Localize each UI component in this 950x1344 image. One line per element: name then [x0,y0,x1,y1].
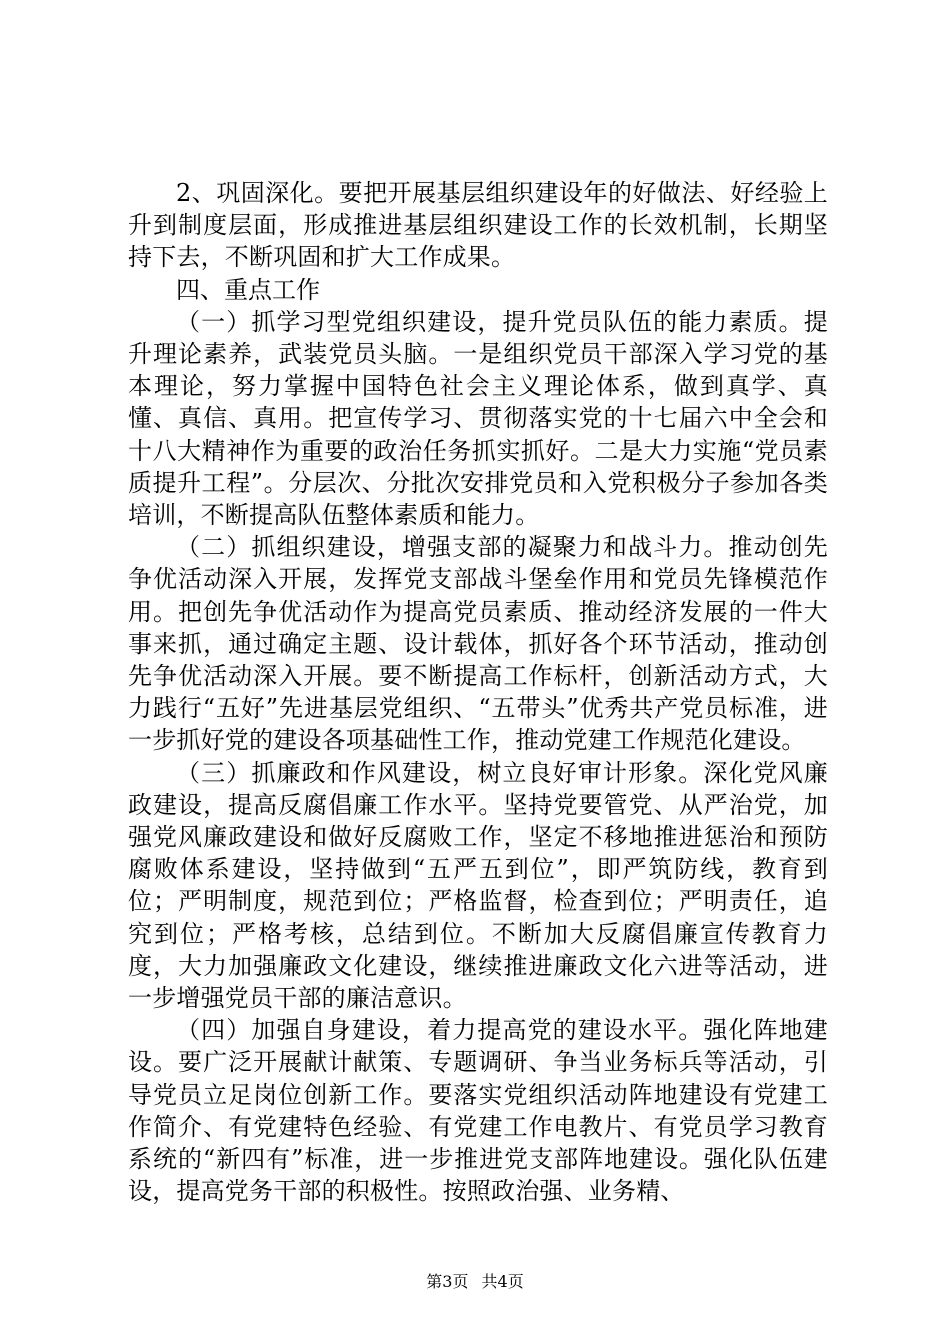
paragraph-consolidate: 2、巩固深化。要把开展基层组织建设年的好做法、好经验上升到制度层面，形成推进基层组织建设工作的长效机制，长期坚持下去，不断巩固和扩大工作成果。 [128,179,828,272]
paragraph-integrity-building: （三）抓廉政和作风建设，树立良好审计形象。深化党风廉政建设，提高反腐倡廉工作水平。坚持党要管党、从严治党，加强党风廉政建设和做好反腐败工作，坚定不移地推进惩治和预防腐败体系建设，坚持做到“五严五到位”，即严筑防线，教育到位；严明制度，规范到位；严格监督，检查到位；严明责任，追究到位；严格考核，总结到位。不断加大反腐倡廉宣传教育力度，大力加强廉政文化建设，继续推进廉政文化六进等活动，进一步增强党员干部的廉洁意识。 [128,758,828,1013]
document-body [128,177,828,1208]
page-total: 共4页 [481,1272,524,1291]
section-heading-key-work: 四、重点工作 [176,275,320,304]
paragraph-self-building: （四）加强自身建设，着力提高党的建设水平。强化阵地建设。要广泛开展献计献策、专题调研、争当业务标兵等活动，引导党员立足岗位创新工作。要落实党组织活动阵地建设有党建工作简介、有党建特色经验、有党建工作电教片、有党员学习教育系统的“新四有”标准，进一步推进党支部阵地建设。强化队伍建设，提高党务干部的积极性。按照政治强、业务精、 [128,1016,828,1206]
page-number: 第3页 [426,1272,469,1291]
paragraph-organization-building: （二）抓组织建设，增强支部的凝聚力和战斗力。推动创先争优活动深入开展，发挥党支部战斗堡垒作用和党员先锋模范作用。把创先争优活动作为提高党员素质、推动经济发展的一件大事来抓，通过确定主题、设计载体，抓好各个环节活动，推动创先争优活动深入开展。要不断提高工作标杆，创新活动方式，大力践行“五好”先进基层党组织、“五带头”优秀共产党员标准，进一步抓好党的建设各项基础性工作，推动党建工作规范化建设。 [128,533,828,755]
page-footer [0,1272,950,1292]
paragraph-learning-organization: （一）抓学习型党组织建设，提升党员队伍的能力素质。提升理论素养，武装党员头脑。一是组织党员干部深入学习党的基本理论，努力掌握中国特色社会主义理论体系，做到真学、真懂、真信、真用。把宣传学习、贯彻落实党的十七届六中全会和十八大精神作为重要的政治任务抓实抓好。二是大力实施“党员素质提升工程”。分层次、分批次安排党员和入党积极分子参加各类培训，不断提高队伍整体素质和能力。 [128,307,828,530]
